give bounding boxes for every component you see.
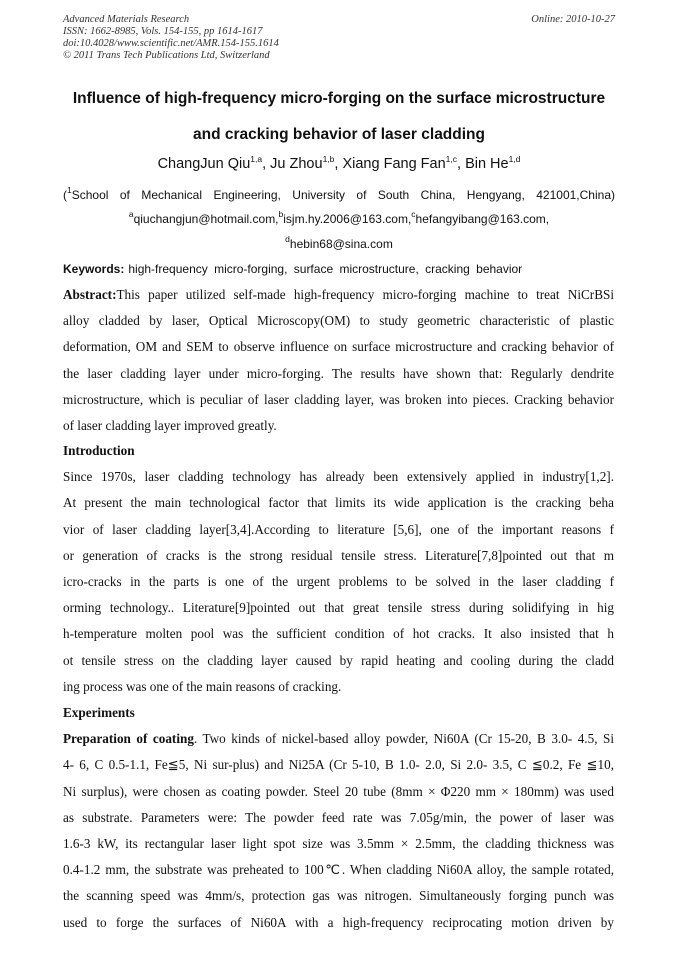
abstract-line: the laser cladding layer under micro-forging. The results have shown that: Regularly dendrite [63, 365, 614, 381]
author-affiliation-mark: 1,c [445, 154, 457, 164]
paragraph-line: 1.6-3 kW, its rectangular laser light spot size was 3.5mm × 2.5mm, the cladding thickness was [63, 835, 614, 851]
abstract-line: alloy cladded by laser, Optical Microscopy(OM) to study geometric characteristic of plastic [63, 313, 614, 329]
abstract-line: of laser cladding layer improved greatly. [63, 417, 277, 433]
paragraph-line: Ni surplus), were chosen as coating powder. Steel 20 tube (8mm × Φ220 mm × 180mm) was used [63, 783, 614, 799]
author-separator: , [457, 156, 466, 172]
author-separator: , [262, 156, 271, 172]
doi-line: doi:10.4028/www.scientific.net/AMR.154-155.1614 [63, 38, 279, 49]
author-name: Ju Zhou [270, 156, 323, 172]
journal-name: Advanced Materials Research [63, 14, 190, 25]
paragraph-line: 4- 6, C 0.5-1.1, Fe≦5, Ni sur-plus) and Ni25A (Cr 5-10, B 1.0- 2.0, Si 2.0- 3.5, C ≦0.2, Fe ≦10, [63, 757, 614, 773]
introduction-section [63, 438, 614, 700]
email-b: isjm.hy.2006@163.com, [283, 212, 412, 226]
paragraph-line: Preparation of coating. Two kinds of nickel-based alloy powder, Ni60A (Cr 15-20, B 3.0- 4.5, Si [63, 731, 614, 747]
email-c: hefangyibang@163.com, [415, 212, 550, 226]
abstract-line: deformation, OM and SEM to observe influence on surface microstructure and cracking behavior of [63, 339, 614, 355]
keywords-text: high-frequency micro-forging, surface microstructure, cracking behavior [128, 262, 523, 276]
section-heading: Experiments [63, 705, 135, 720]
author-name: Bin He [465, 156, 509, 172]
author-list [40, 156, 638, 172]
paragraph-line: or generation of cracks is the strong residual tensile stress. Literature[7,8]pointed out that m [63, 547, 614, 563]
section-heading: Introduction [63, 443, 135, 458]
paragraph-line: icro-cracks in the parts is one of the urgent problems to be solved in the laser cladding f [63, 573, 614, 589]
paragraph-line: ot tensile stress on the cladding layer caused by rapid heating and cooling during the cladd [63, 652, 614, 668]
abstract-line: microstructure, which is peculiar of laser cladding layer, was broken into pieces. Cracking behavior [63, 391, 614, 407]
email-a: qiuchangjun@hotmail.com, [133, 212, 279, 226]
paper-title-line-2: and cracking behavior of laser cladding [192, 126, 485, 143]
author-emails-line-2: $^d$hebin68@sina.com [285, 234, 393, 251]
paper-title-line-1: Influence of high-frequency micro-forging on the surface microstructure [72, 90, 606, 107]
paragraph-line: the scanning speed was 4mm/s, protection gas was nitrogen. Simultaneously forging punch was [63, 888, 614, 904]
affiliation: ($^1$School of Mechanical Engineering, University of South China, Hengyang, 421001,China) [63, 185, 615, 202]
author-name: ChangJun Qiu [157, 156, 251, 172]
paragraph-line: ing process was one of the main reasons of cracking. [63, 678, 342, 694]
paragraph-line: orming technology.. Literature[9]pointed out that great tensile stress during solidifying in hig [63, 600, 614, 616]
abstract [63, 282, 614, 439]
issn-line: ISSN: 1662-8985, Vols. 154-155, pp 1614-1617 [63, 26, 263, 37]
author-emails: $^a$qiuchangjun@hotmail.com,$^b$isjm.hy.2006@163.com,$^c$hefangyibang@163.com, [128, 209, 550, 226]
keywords [63, 262, 615, 276]
copyright-line: © 2011 Trans Tech Publications Ltd, Switzerland [63, 50, 270, 61]
author-affiliation-mark: 1,d [508, 154, 521, 164]
paragraph-line: vior of laser cladding layer[3,4].According to literature [5,6], one of the important reasons f [63, 521, 614, 537]
experiments-section [63, 700, 614, 936]
paragraph-line: used to forge the surfaces of Ni60A with a high-frequency reciprocating motion driven by [63, 914, 614, 930]
subsection-heading: Preparation of coating [63, 731, 194, 747]
paragraph-line: 0.4-1.2 mm, the substrate was preheated to 100℃. When cladding Ni60A alloy, the sample rotated, [63, 862, 614, 878]
abstract-line: Abstract:This paper utilized self-made high-frequency micro-forging machine to treat NiCrBSi [63, 287, 614, 302]
paragraph-line: At present the main technological factor that limits its wide application is the cracking beha [63, 495, 614, 511]
paragraph-line: h-temperature molten pool was the sufficient condition of hot cracks. It also insisted that h [63, 626, 614, 642]
author-affiliation-mark: 1,a [250, 154, 263, 164]
keywords-label: Keywords: [63, 262, 125, 276]
paragraph-line: Since 1970s, laser cladding technology has already been extensively applied in industry[1,2]. [63, 469, 614, 485]
author-affiliation-mark: 1,b [322, 154, 335, 164]
author-name: Xiang Fang Fan [342, 156, 446, 172]
author-separator: , [334, 156, 343, 172]
abstract-label: Abstract: [63, 287, 117, 302]
paragraph-line: as substrate. Parameters were: The powder feed rate was 7.05g/min, the power of laser was [63, 809, 614, 825]
email-d: hebin68@sina.com [289, 237, 393, 251]
online-date: Online: 2010-10-27 [531, 14, 615, 25]
journal-header [63, 14, 615, 62]
